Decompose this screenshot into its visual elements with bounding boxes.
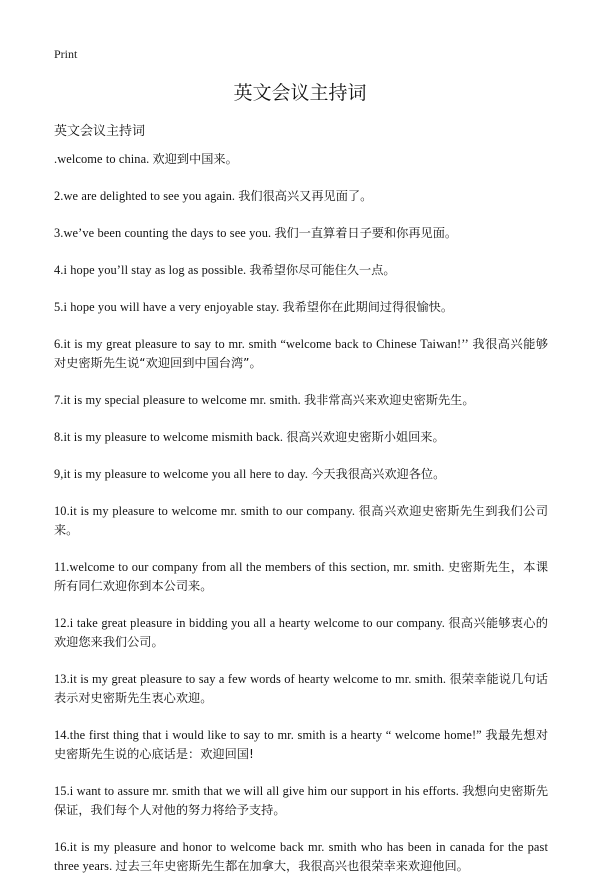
chinese-text: 过去三年史密斯先生都在加拿大，我很高兴也很荣幸来欢迎他回。: [115, 859, 469, 873]
chinese-text: 很荣幸能说几句话表示对史密斯先生衷心欢迎。: [54, 672, 548, 705]
english-text: 3.we’ve been counting the days to see you.: [54, 226, 272, 240]
chinese-text: 史密斯先生，本课所有同仁欢迎你到本公司来。: [54, 560, 549, 593]
chinese-text: 我们很高兴又再见面了。: [238, 189, 373, 203]
document-subtitle: 英文会议主持词: [54, 124, 146, 139]
phrase-entry: [54, 782, 548, 820]
phrase-entry: [54, 150, 548, 169]
chinese-text: 我最先想对史密斯先生说的心底话是：欢迎回国!: [54, 728, 549, 761]
phrase-entry: [54, 391, 548, 410]
phrase-entry: [54, 298, 548, 317]
english-text: 2.we are delighted to see you again.: [54, 189, 236, 203]
english-text: 13.it is my great pleasure to say a few words of hearty welcome to mr. smith.: [54, 672, 447, 686]
english-text: 8.it is my pleasure to welcome mismith back.: [54, 430, 284, 444]
chinese-text: 很高兴欢迎史密斯先生到我们公司来。: [54, 504, 549, 537]
phrase-entry: [54, 614, 548, 652]
english-text: 16.it is my pleasure and honor to welcome back mr. smith who has been in canada for the past three years.: [54, 840, 548, 873]
chinese-text: 我希望你在此期间过得很愉快。: [282, 300, 454, 314]
phrase-entry: [54, 335, 548, 373]
chinese-text: 今天我很高兴欢迎各位。: [311, 467, 446, 481]
print-link[interactable]: Print: [54, 47, 78, 61]
english-text: 15.i want to assure mr. smith that we will all give him our support in his efforts.: [54, 784, 459, 798]
document-title: 英文会议主持词: [233, 82, 367, 104]
phrase-entry: [54, 726, 548, 764]
english-text: 10.it is my pleasure to welcome mr. smith to our company.: [54, 504, 356, 518]
chinese-text: 我希望你尽可能住久一点。: [249, 263, 396, 277]
phrase-entry: [54, 187, 548, 206]
phrase-entry: [54, 838, 548, 876]
chinese-text: 我非常高兴来欢迎史密斯先生。: [303, 393, 475, 407]
english-text: .welcome to china.: [54, 152, 150, 166]
phrase-list: [54, 150, 548, 894]
phrase-entry: [54, 261, 548, 280]
chinese-text: 欢迎到中国来。: [152, 152, 238, 166]
chinese-text: 我们一直算着日子要和你再见面。: [274, 226, 458, 240]
phrase-entry: [54, 558, 548, 596]
english-text: 4.i hope you’ll stay as log as possible.: [54, 263, 247, 277]
chinese-text: 很高兴能够衷心的欢迎您来我们公司。: [54, 616, 548, 649]
english-text: 14.the first thing that i would like to say to mr. smith is a hearty “ welcome home!”: [54, 728, 482, 742]
english-text: 12.i take great pleasure in bidding you all a hearty welcome to our company.: [54, 616, 445, 630]
phrase-entry: [54, 502, 548, 540]
phrase-entry: [54, 670, 548, 708]
phrase-entry: [54, 224, 548, 243]
chinese-text: 我想向史密斯先保证，我们每个人对他的努力将给予支持。: [54, 784, 549, 817]
chinese-text: 我很高兴能够对史密斯先生说“欢迎回到中国台湾”。: [54, 337, 548, 370]
english-text: 5.i hope you will have a very enjoyable stay.: [54, 300, 280, 314]
phrase-entry: [54, 465, 548, 484]
phrase-entry: [54, 428, 548, 447]
english-text: 6.it is my great pleasure to say to mr. smith “welcome back to Chinese Taiwan!’’: [54, 337, 469, 351]
english-text: 9,it is my pleasure to welcome you all here to day.: [54, 467, 309, 481]
chinese-text: 很高兴欢迎史密斯小姐回来。: [286, 430, 445, 444]
english-text: 11.welcome to our company from all the members of this section, mr. smith.: [54, 560, 445, 574]
english-text: 7.it is my special pleasure to welcome mr. smith.: [54, 393, 301, 407]
